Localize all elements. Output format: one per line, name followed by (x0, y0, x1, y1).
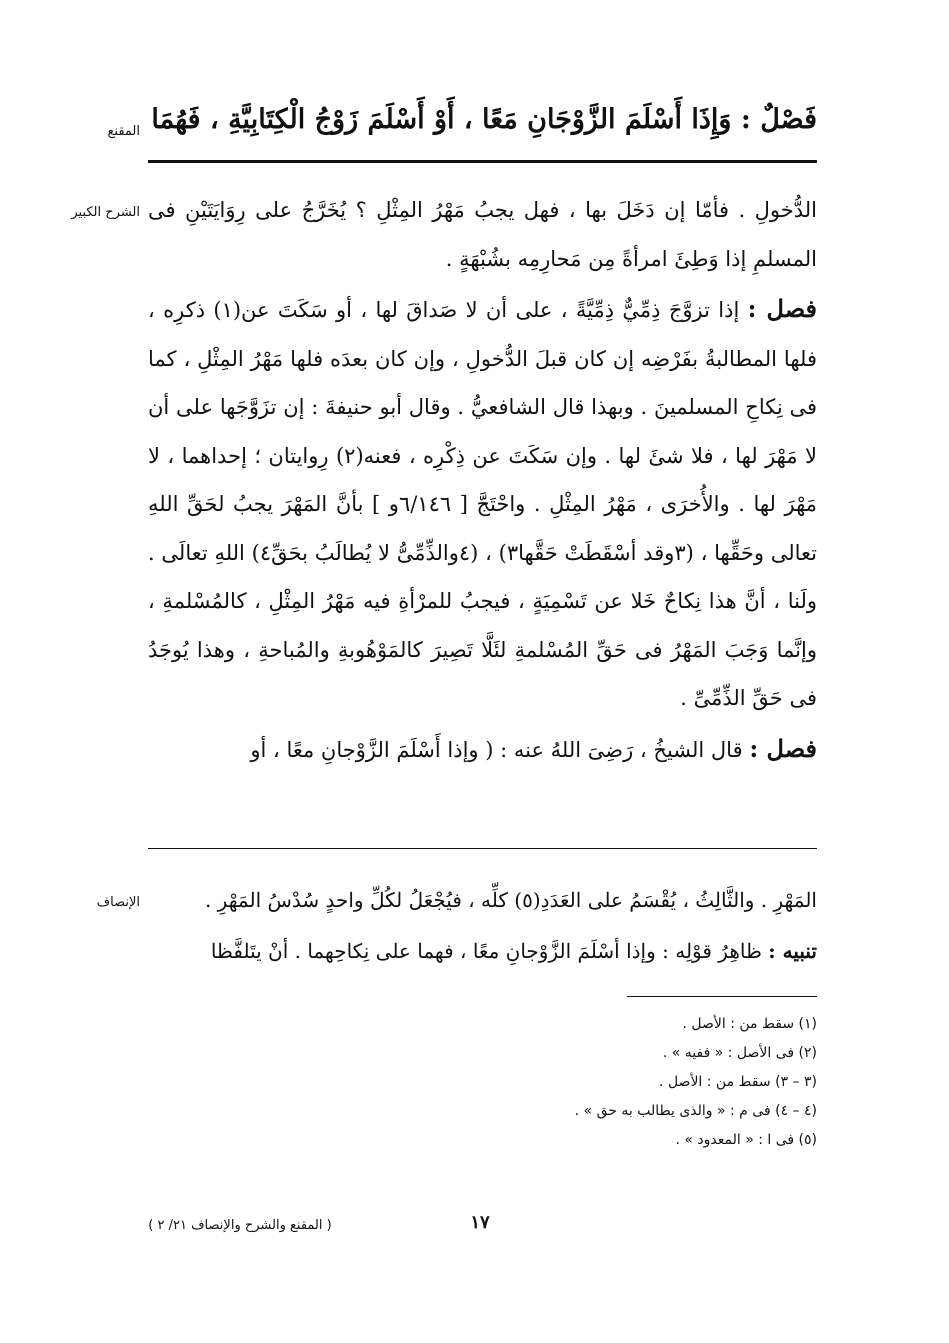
footnote-divider (627, 996, 817, 997)
footnote-4: (٤ – ٤) فى م : « والذى يطالب به حق » . (574, 1103, 817, 1119)
footnotes (417, 1010, 817, 1155)
running-footer: ( المقنع والشرح والإنصاف ٢١/ ٢ ) (148, 1218, 332, 1233)
muqni-text-line (148, 104, 817, 135)
fasl-heading: فصل : (747, 294, 818, 323)
footnote-2: (٢) فى الأصل : « ففيه » . (662, 1045, 817, 1061)
footnote-3: (٣ – ٣) سقط من : الأصل . (659, 1074, 817, 1090)
footnote-1: (١) سقط من : الأصل . (682, 1016, 817, 1032)
insaf-paragraph-1: المَهْرِ . والثَّالِثُ ، يُقْسَمُ على العَدَدِ(٥) كلِّه ، فيُجْعَلُ لكُلِّ واحدٍ سُدْسُ المَهْرِ . (204, 888, 817, 912)
header-lead: فَصْلٌ (760, 104, 817, 135)
page-number: ١٧ (470, 1212, 490, 1233)
insaf-section (148, 876, 817, 978)
tanbih-heading: تنبيه : (768, 939, 817, 963)
sharh-paragraph-2 (148, 285, 817, 723)
side-label-muqni: المقنع (107, 124, 140, 139)
sharh-paragraph-2-text: إذا تزوَّجَ ذِمِّيٌّ ذِمِّيَّةً ، على أن لا صَداقَ لها ، أو سَكَتَ عن(١) ذكرِه ، فلها المطالبةُ بفَرْضِه إن كان قبلَ الدُّخولِ ، وإن كان بعدَه فلها مَهْرُ المِثْلِ ، كما فى نِكاحِ المسلمينَ . وبهذا قال الشافعيُّ . وقال أبو حنيفةَ : إن تزَوَّجَها على أن لا مَهْرَ لها ، فلا شئَ لها . وإن سَكَتَ عن ذِكْرِه ، فعنه(٢) رِوايتان ؛ إحداهما ، لا مَهْرَ لها . والأُخرَى ، مَهْرُ المِثْلِ . واحْتَجَّ [ ٦/١٤٦و ] بأنَّ المَهْرَ يجبُ لحَقِّ اللهِ تعالى وحَقِّها ، (٣وقد أسْقَطَتْ حَقَّها٣) ، (٤والذِّمِّىُّ لا يُطالَبُ بحَقِّ٤) اللهِ تعالَى . ولَنا ، أنَّ هذا نِكاحٌ خَلا عن تَسْمِيَةٍ ، فيجبُ للمرْأةِ فيه مَهْرُ المِثْلِ ، كالمُسْلمةِ ، وإنَّما وَجَبَ المَهْرُ فى حَقِّ المُسْلمةِ لئَلَّا تَصِيرَ كالمَوْهُوبةِ والمُباحةِ ، وهذا يُوجَدُ فى حَقِّ الذِّمِّىِّ . (148, 298, 817, 710)
sharh-paragraph-3-text: قال الشيخُ ، رَضِىَ اللهُ عنه : ( وإذا أَسْلَمَ الزَّوْجانِ معًا ، أو (250, 737, 743, 762)
fasl-heading: فصل : (749, 733, 817, 763)
side-label-insaf: الإنصاف (96, 895, 140, 910)
sharh-paragraph-1: الدُّخولِ . فأمّا إن دَخَلَ بها ، فهل يجبُ مَهْرُ المِثْلِ ؟ يُخَرَّجُ على رِوَايَتَيْنِ فى المسلمِ إذا وَطِئَ امرأةً مِن مَحارِمِه بشُبْهَةٍ . (148, 198, 817, 271)
header-divider (148, 160, 817, 163)
header-text: : وَإِذَا أَسْلَمَ الزَّوْجَانِ مَعًا ، أَوْ أَسْلَمَ زَوْجُ الْكِتَابِيَّةِ ، فَهُمَا (151, 104, 751, 135)
side-label-sharh: الشرح الكبير (71, 205, 140, 220)
sharh-section (148, 186, 817, 776)
section-divider (148, 848, 817, 849)
sharh-paragraph-3 (148, 725, 817, 775)
footnote-5: (٥) فى ا : « المعدود » . (675, 1132, 817, 1148)
insaf-paragraph-2 (148, 927, 817, 976)
insaf-paragraph-2-text: ظاهِرُ قوْلِه : وإذا أسْلَمَ الزَّوْجانِ معًا ، فهما على نِكاحِهما . أنْ يتَلفَّظا (210, 939, 762, 963)
